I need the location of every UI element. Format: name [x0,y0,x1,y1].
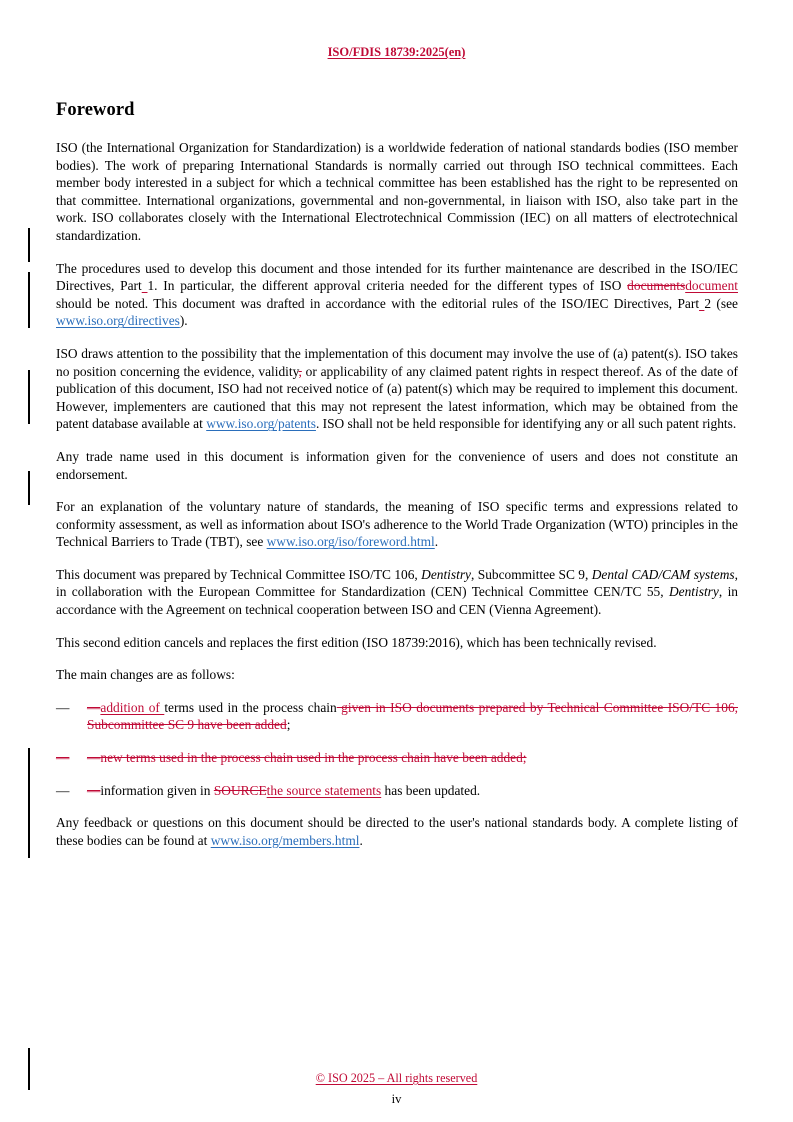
page-number: iv [391,1092,402,1106]
text-run: ; [286,717,291,733]
change-bar [28,272,30,328]
paragraph-patents [56,345,738,433]
deleted-text-source: SOURCE [213,782,267,798]
list-dash-marker: — [56,782,70,798]
list-dash-marker: — [56,750,70,766]
copyright-notice: © ISO 2025 – All rights reserved [315,1071,478,1085]
text-run: . ISO shall not be held responsible for identifying any or all such patent rights. [315,416,737,432]
text-run: 1. In particular, the different approval criteria needed for the different types of ISO [147,278,628,294]
text-run: For an explanation of the voluntary nature of standards, the meaning of ISO specific terms and expressions related to conformity assessment, as well as information about ISO's adherence to the World Trade Organization (WTO) principles in the Technical Barriers to Trade (TBT), see [56,499,738,550]
text-run: . [359,832,363,848]
text-run: , in collaboration with the European Committee for Standardization (CEN) Technical Committee CEN/TC 55, [56,566,738,600]
deleted-text-committee-clause: given in ISO documents prepared by Technical Committee ISO/TC 106, Subcommittee SC 9 have been added [87,699,738,733]
change-bar [28,748,30,858]
deleted-dash: — [87,699,101,715]
link-iso-foreword[interactable]: www.iso.org/iso/foreword.html [266,534,435,550]
list-dash-marker: — [56,699,70,715]
deleted-text-documents: documents [627,278,686,294]
text-run: ). [179,313,188,329]
deleted-dash: — [87,750,101,766]
paragraph-feedback [56,814,738,849]
inserted-text-source-statements: the source statements [266,782,382,798]
italic-dental-cadcam-systems: Dental CAD/CAM systems [591,566,735,582]
deleted-comma: , [298,363,302,379]
link-iso-directives[interactable]: www.iso.org/directives [56,313,180,329]
text-run: has been updated. [381,782,481,798]
text-run: information given in [100,782,214,798]
text-run: , Subcommittee SC 9, [471,566,592,582]
list-item-deleted [56,749,738,767]
deleted-text-new-terms: new terms used in the process chain used in the process chain have been added; [100,750,527,766]
text-run: or applicability of any claimed patent rights in respect thereof. As of the date of publication of this document, ISO had not received notice of (a) patent(s) which may be required to implement this document. However, implementers are cautioned that this may not represent the latest information, which may be obtained from the patent database available at [56,363,738,432]
paragraph-second-edition: This second edition cancels and replaces the first edition (ISO 18739:2016), which has been technically revised. [56,634,657,650]
text-run: should be noted. This document was drafted in accordance with the editorial rules of the ISO/IEC Directives, Part [56,295,700,311]
text-run: 2 (see [704,295,738,311]
change-bar [28,228,30,262]
list-item [56,782,738,800]
paragraph-committee [56,566,738,619]
deleted-dash: — [87,782,101,798]
paragraph-iso-description: ISO (the International Organization for Standardization) is a worldwide federation of national standards bodies (ISO member bodies). The work of preparing International Standards is normally carried out through ISO technical committees. Each member body interested in a subject for which a technical committee has been established has the right to be represented on that committee. International organizations, governmental and non-governmental, in liaison with ISO, also take part in the work. ISO collaborates closely with the International Electrotechnical Commission (IEC) on all matters of electrotechnical standardization. [56,140,738,243]
inserted-text-addition-of: addition of [100,699,165,715]
document-footer [0,1069,793,1107]
document-body [56,100,738,864]
text-run: . [434,534,439,550]
italic-dentistry-cen: Dentistry [668,584,719,600]
text-run: Any feedback or questions on this document should be directed to the user's national standards body. A complete listing of these bodies can be found at [56,815,738,848]
link-iso-patents[interactable]: www.iso.org/patents [206,416,316,432]
paragraph-procedures [56,260,738,330]
text-run: , in accordance with the Agreement on technical cooperation between ISO and CEN (Vienna Agreement). [56,584,738,618]
text-run: terms used in the process chain [164,699,337,715]
running-header-text: ISO/FDIS 18739:2025(en) [327,45,466,59]
list-item [56,699,738,734]
italic-dentistry: Dentistry [421,566,471,582]
page-title: Foreword [56,100,135,120]
paragraph-voluntary-nature [56,498,738,551]
document-running-header [0,45,793,60]
link-iso-members[interactable]: www.iso.org/members.html [210,832,360,848]
text-run: The procedures used to develop this document and those intended for its further maintenance are described in the ISO/IEC Directives, Part [56,260,738,294]
inserted-text-document: document [685,278,738,294]
text-run: This document was prepared by Technical Committee ISO/TC 106, [56,566,422,582]
text-run: ISO draws attention to the possibility that the implementation of this document may involve the use of (a) patent(s). ISO takes no position concerning the evidence, validity [56,345,738,379]
paragraph-main-changes-intro: The main changes are as follows: [56,667,235,683]
change-bar [28,471,30,505]
change-bar [28,370,30,424]
paragraph-trade-name: Any trade name used in this document is information given for the convenience of users and does not constitute an endorsement. [56,448,738,482]
